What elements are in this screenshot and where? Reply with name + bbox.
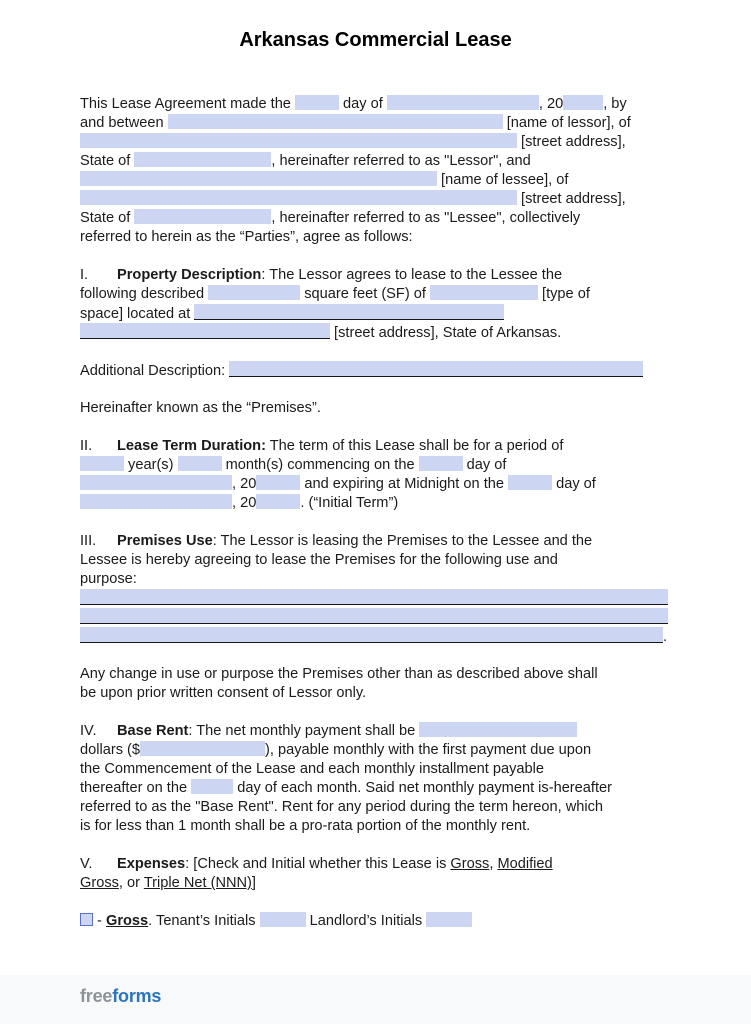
field-lessor-name[interactable] [168,114,503,129]
text-run: and expiring at Midnight on the [300,476,509,492]
document-line [80,228,668,247]
text-run: referred to herein as the “Parties”, agree as follows: [80,229,413,245]
paragraph-gross-option [80,912,668,931]
field-lessor-state[interactable] [134,152,271,167]
document-line [80,551,668,570]
document-body [80,95,668,931]
field-lessee-state[interactable] [134,209,271,224]
document-line [80,779,668,798]
text-run: , hereinafter referred to as "Lessee", collectively [271,210,581,226]
section-heading: Property Description [117,267,262,283]
text-run: : [Check and Initial whether this Lease is [185,856,451,872]
field-rent-due-day[interactable] [191,779,233,794]
text-run: is for less than 1 month shall be a pro-rata portion of the monthly rent. [80,818,531,834]
document-line [80,532,668,551]
document-line [80,171,668,190]
text-run: , or [118,875,144,891]
paragraph-use-change-notice [80,665,668,703]
field-agreement-day[interactable] [295,95,339,110]
text-run: Hereinafter known as the “Premises”. [80,400,321,416]
document-line [80,95,668,114]
gross-checkbox[interactable] [80,913,93,926]
document-line [80,608,668,627]
text-run: space] located at [80,306,195,322]
text-run: , hereinafter referred to as "Lessor", and [271,153,531,169]
field-term-years[interactable] [80,456,124,471]
document-line [80,361,668,380]
document-line [80,475,668,494]
field-expiration-month[interactable] [80,494,232,509]
text-run: [name of lessee], of [437,172,569,188]
document-line [80,266,668,285]
paragraph-intro [80,95,668,247]
text-run: State of [80,153,135,169]
text-run: thereafter on the [80,780,192,796]
text-run: This Lease Agreement made the [80,96,295,112]
document-line [80,114,668,133]
document-line [80,494,668,513]
field-space-type[interactable] [430,285,538,300]
text-run: , by [603,96,627,112]
text-run: ), payable monthly with the first payment due upon [265,742,592,758]
field-lessor-street-address[interactable] [80,133,517,148]
text-run: and between [80,115,168,131]
text-run: day of [462,457,507,473]
field-lessee-name[interactable] [80,171,437,186]
text-run: . (“Initial Term”) [300,495,399,511]
document-line [80,437,668,456]
field-monthly-rent-amount[interactable] [140,741,265,756]
document-line [80,152,668,171]
text-run: ] [251,875,256,891]
text-run: day of [552,476,596,492]
text-run: [street address], [517,191,626,207]
text-run: : The net monthly payment shall be [188,723,420,739]
document-line [80,722,668,741]
field-use-purpose-line-3[interactable] [80,627,663,643]
text-run: , 20 [538,96,564,112]
section-number: V. [80,856,93,872]
field-gross-landlord-initials[interactable] [426,912,472,927]
text-run: Gross [105,913,149,929]
field-expiration-year[interactable] [256,494,300,509]
document-line [80,912,668,931]
field-agreement-month[interactable] [387,95,539,110]
document-line [80,456,668,475]
document-line [80,285,668,304]
paragraph-additional-description [80,361,668,380]
paragraph-section-1-property-description [80,266,668,342]
footer-band [0,975,751,1024]
document-line [80,817,668,836]
field-gross-tenant-initials[interactable] [260,912,306,927]
section-heading: Expenses [117,856,186,872]
document-line [80,589,668,608]
paragraph-premises-known-as [80,399,668,418]
text-run: be upon prior written consent of Lessor only. [80,685,367,701]
text-run: Additional Description: [80,363,230,379]
text-run: : The Lessor is leasing the Premises to the Lessee and the [212,533,593,549]
text-run: day of each month. Said net monthly payment is-hereafter [233,780,612,796]
field-commencement-month[interactable] [80,475,232,490]
text-run: month(s) commencing on the [221,457,419,473]
text-run: State of [80,210,135,226]
text-run: dollars ($ [80,742,141,758]
document-title: Arkansas Commercial Lease [239,29,512,51]
text-run: The term of this Lease shall be for a period of [265,438,564,454]
document-line [80,665,668,684]
section-number: III. [80,533,97,549]
document-line [80,874,668,893]
field-use-purpose-line-1[interactable] [80,589,668,605]
field-agreement-year[interactable] [563,95,603,110]
paragraph-section-2-lease-term-duration [80,437,668,513]
document-line [80,760,668,779]
freeforms-logo [80,986,161,1007]
document-line [80,570,668,589]
text-run: . Tenant’s Initials [148,913,260,929]
text-run: , 20 [232,495,257,511]
text-run: Gross [80,875,119,891]
logo-forms-text: forms [112,986,162,1006]
text-run: : The Lessor agrees to lease to the Lessee the [261,267,563,283]
document-paragraphs [80,95,668,931]
section-heading: Lease Term Duration: [117,438,266,454]
text-run: Gross [450,856,490,872]
text-run: square feet (SF) of [300,286,430,302]
field-term-months[interactable] [178,456,222,471]
field-use-purpose-line-2[interactable] [80,608,668,624]
field-property-address-line-1[interactable] [194,304,504,320]
text-run: Landlord’s Initials [305,913,427,929]
text-run: purpose: [80,571,137,587]
text-run: day of [338,96,387,112]
text-run: - [93,913,106,929]
section-heading: Premises Use [117,533,213,549]
field-additional-description[interactable] [229,361,643,377]
section-heading: Base Rent [117,723,189,739]
logo-free-text: free [80,986,113,1006]
text-run: [name of lessor], of [502,115,631,131]
text-run: [street address], [517,134,626,150]
text-run: year(s) [124,457,178,473]
document-line [80,399,668,418]
text-run: the Commencement of the Lease and each monthly installment payable [80,761,545,777]
text-run: Any change in use or purpose the Premises other than as described above shall [80,666,598,682]
document-line [80,627,668,646]
field-lessee-street-address[interactable] [80,190,517,205]
document-line [80,133,668,152]
field-monthly-rent-words[interactable] [419,722,577,737]
text-run: Triple Net (NNN) [143,875,252,891]
field-commencement-day[interactable] [419,456,463,471]
text-run: following described [80,286,209,302]
section-number: I. [80,267,89,283]
document-line [80,855,668,874]
text-run: Lessee is hereby agreeing to lease the Premises for the following use and [80,552,558,568]
document-line [80,304,668,323]
text-run: [type of [537,286,590,302]
paragraph-section-4-base-rent [80,722,668,836]
paragraph-section-5-expenses [80,855,668,893]
text-run: , 20 [232,476,257,492]
document-line [80,209,668,228]
paragraph-section-3-premises-use [80,532,668,646]
document-line [80,190,668,209]
field-property-address-line-2[interactable] [80,323,330,339]
section-number: II. [80,438,93,454]
document-line [80,323,668,342]
text-run: referred to as the "Base Rent". Rent for any period during the term hereon, which [80,799,604,815]
document-line [80,684,668,703]
text-run: , [489,856,498,872]
field-square-feet[interactable] [208,285,300,300]
text-run: Modified [497,856,553,872]
document-line [80,741,668,760]
text-run: . [663,629,668,645]
document-line [80,798,668,817]
text-run: [street address], State of Arkansas. [330,325,562,341]
section-number: IV. [80,723,97,739]
field-commencement-year[interactable] [256,475,300,490]
field-expiration-day[interactable] [508,475,552,490]
